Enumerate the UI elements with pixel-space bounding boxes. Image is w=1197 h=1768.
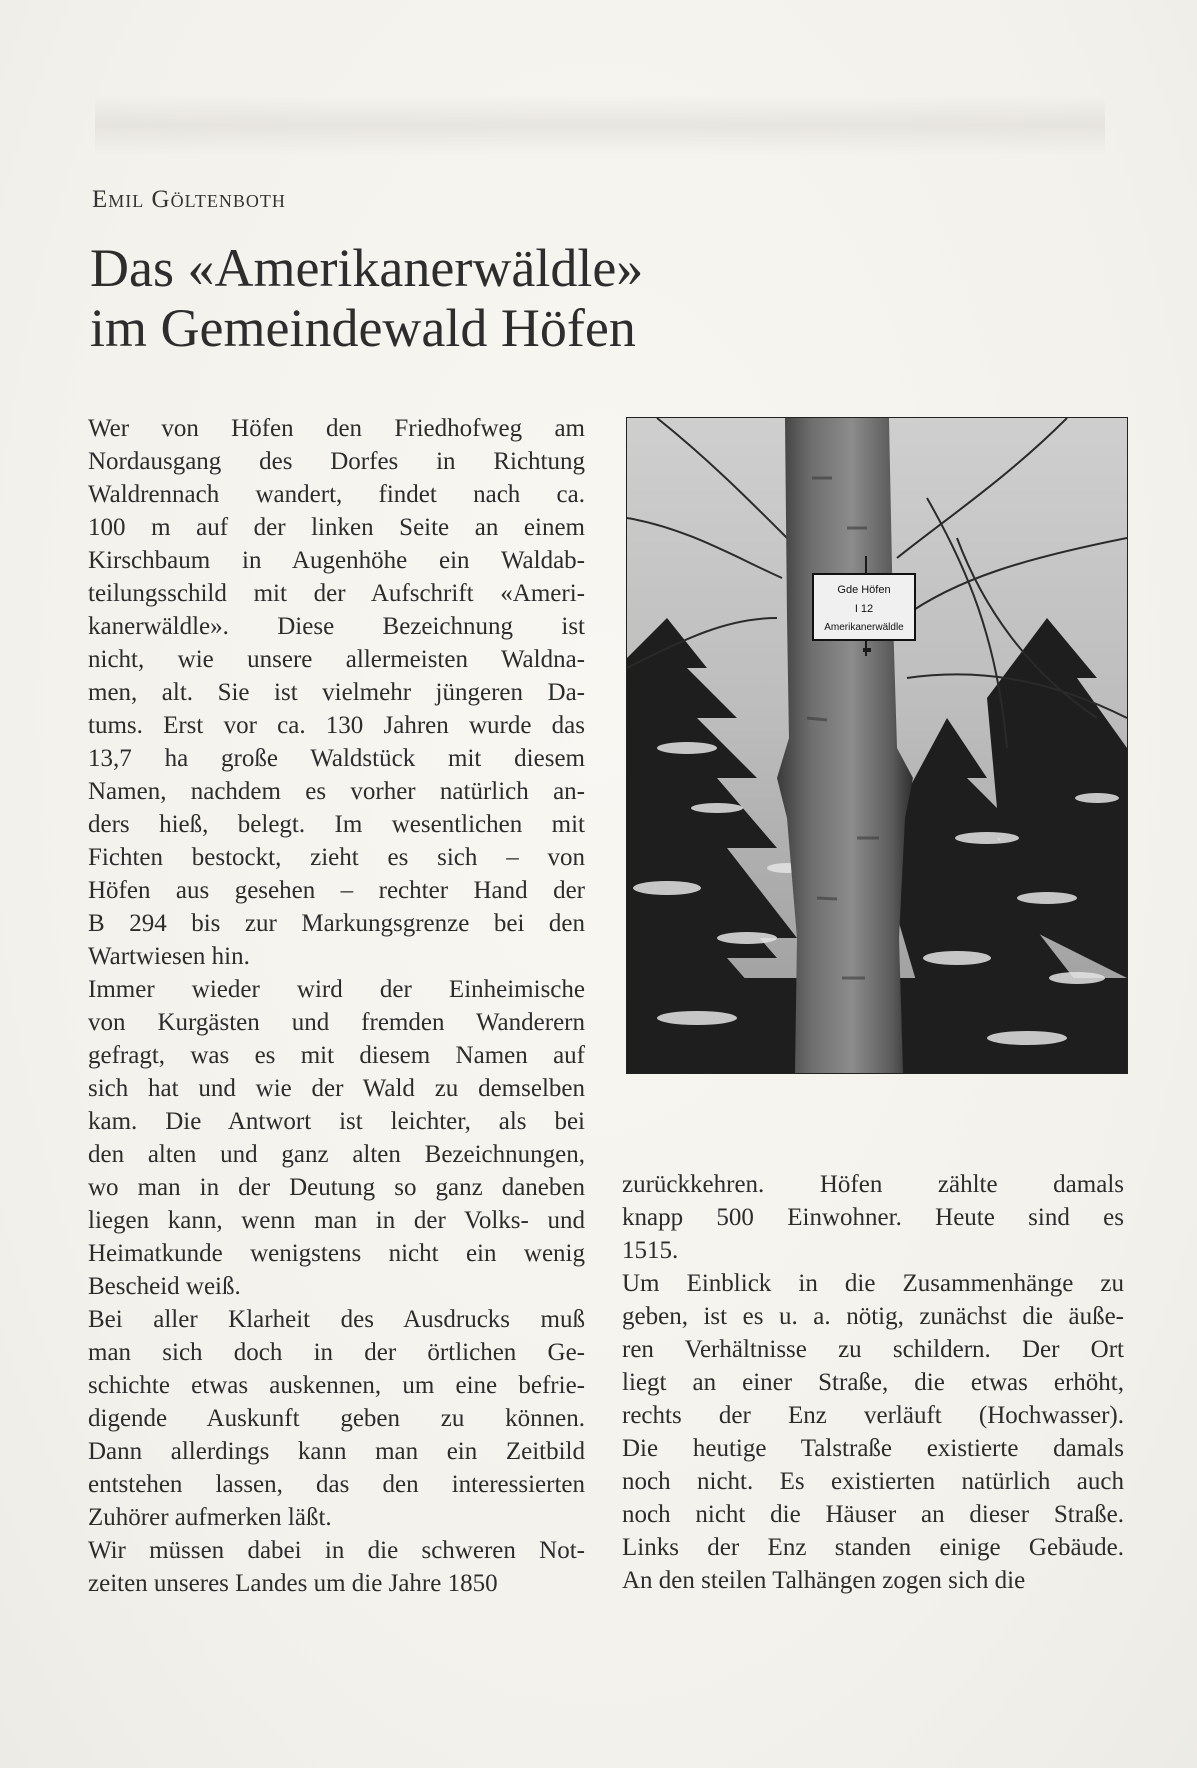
- text-line: Dann allerdings kann man ein Zeitbild: [88, 1438, 585, 1465]
- text-line: An den steilen Talhängen zogen sich die: [622, 1567, 1026, 1594]
- text-line: sich hat und wie der Wald zu demselben: [88, 1075, 585, 1102]
- text-line: schichte etwas auskennen, um eine befrie-: [88, 1372, 585, 1399]
- text-line: rechts der Enz verläuft (Hochwasser).: [622, 1402, 1124, 1429]
- text-line: liegt an einer Straße, die etwas erhöht,: [622, 1369, 1124, 1396]
- text-line: Die heutige Talstraße existierte damals: [622, 1435, 1124, 1462]
- right-text-column: [622, 1168, 1124, 1597]
- text-line: Zuhörer aufmerken läßt.: [88, 1504, 332, 1531]
- text-line: Wir müssen dabei in die schweren Not-: [88, 1537, 585, 1564]
- text-line: Nordausgang des Dorfes in Richtung: [88, 448, 585, 475]
- text-line: 100 m auf der linken Seite an einem: [88, 514, 585, 541]
- text-line: 1515.: [622, 1237, 679, 1264]
- text-line: Um Einblick in die Zusammenhänge zu: [622, 1270, 1124, 1297]
- author-name: Emil Göltenboth: [92, 186, 286, 213]
- left-text-column: [88, 412, 585, 1600]
- text-line: Namen, nachdem es vorher natürlich an-: [88, 778, 585, 805]
- text-line: noch nicht die Häuser an dieser Straße.: [622, 1501, 1124, 1528]
- title-line-2: im Gemeindewald Höfen: [90, 298, 636, 358]
- text-line: teilungsschild mit der Aufschrift «Ameri-: [88, 580, 585, 607]
- text-line: Kirschbaum in Augenhöhe ein Waldab-: [88, 547, 585, 574]
- text-line: zeiten unseres Landes um die Jahre 1850: [88, 1570, 498, 1597]
- text-line: men, alt. Sie ist vielmehr jüngeren Da-: [88, 679, 585, 706]
- text-line: nicht, wie unsere allermeisten Waldna-: [88, 646, 585, 673]
- text-line: Waldrennach wandert, findet nach ca.: [88, 481, 585, 508]
- text-line: ren Verhältnisse zu schildern. Der Ort: [622, 1336, 1124, 1363]
- text-line: Wartwiesen hin.: [88, 943, 250, 970]
- text-line: entstehen lassen, das den interessierten: [88, 1471, 585, 1498]
- sign-line-3: Amerikanerwäldle: [824, 622, 904, 633]
- sign-line-1: Gde Höfen: [837, 584, 891, 596]
- text-line: B 294 bis zur Markungsgrenze bei den: [88, 910, 585, 937]
- text-line: Wer von Höfen den Friedhofweg am: [88, 415, 585, 442]
- text-line: tums. Erst vor ca. 130 Jahren wurde das: [88, 712, 585, 739]
- show-through-bleed: [95, 95, 1105, 155]
- text-line: zurückkehren. Höfen zählte damals: [622, 1171, 1124, 1198]
- article-title: [90, 238, 730, 358]
- title-line-1: Das «Amerikanerwäldle»: [90, 238, 644, 298]
- text-line: Höfen aus gesehen – rechter Hand der: [88, 877, 585, 904]
- text-line: kam. Die Antwort ist leichter, als bei: [88, 1108, 585, 1135]
- photo-illustration: [627, 418, 1127, 1073]
- text-line: Links der Enz standen einige Gebäude.: [622, 1534, 1124, 1561]
- text-line: kanerwäldle». Diese Bezeichnung ist: [88, 613, 585, 640]
- text-line: 13,7 ha große Waldstück mit diesem: [88, 745, 585, 772]
- text-line: Bescheid weiß.: [88, 1273, 241, 1300]
- text-line: Heimatkunde wenigstens nicht ein wenig: [88, 1240, 585, 1267]
- text-line: man sich doch in der örtlichen Ge-: [88, 1339, 585, 1366]
- text-line: geben, ist es u. a. nötig, zunächst die äuße-: [622, 1303, 1124, 1330]
- sign-line-2: I 12: [854, 603, 874, 615]
- forest-photo: [626, 417, 1128, 1074]
- text-line: den alten und ganz alten Bezeichnungen,: [88, 1141, 585, 1168]
- text-line: digende Auskunft geben zu können.: [88, 1405, 585, 1432]
- text-line: Fichten bestockt, zieht es sich – von: [88, 844, 585, 871]
- text-line: ders hieß, belegt. Im wesentlichen mit: [88, 811, 585, 838]
- text-line: noch nicht. Es existierten natürlich auch: [622, 1468, 1124, 1495]
- text-line: wo man in der Deutung so ganz daneben: [88, 1174, 585, 1201]
- text-line: liegen kann, wenn man in der Volks- und: [88, 1207, 585, 1234]
- text-line: Bei aller Klarheit des Ausdrucks muß: [88, 1306, 585, 1333]
- text-line: von Kurgästen und fremden Wanderern: [88, 1009, 585, 1036]
- text-line: knapp 500 Einwohner. Heute sind es: [622, 1204, 1124, 1231]
- text-line: Immer wieder wird der Einheimische: [88, 976, 585, 1003]
- text-line: gefragt, was es mit diesem Namen auf: [88, 1042, 585, 1069]
